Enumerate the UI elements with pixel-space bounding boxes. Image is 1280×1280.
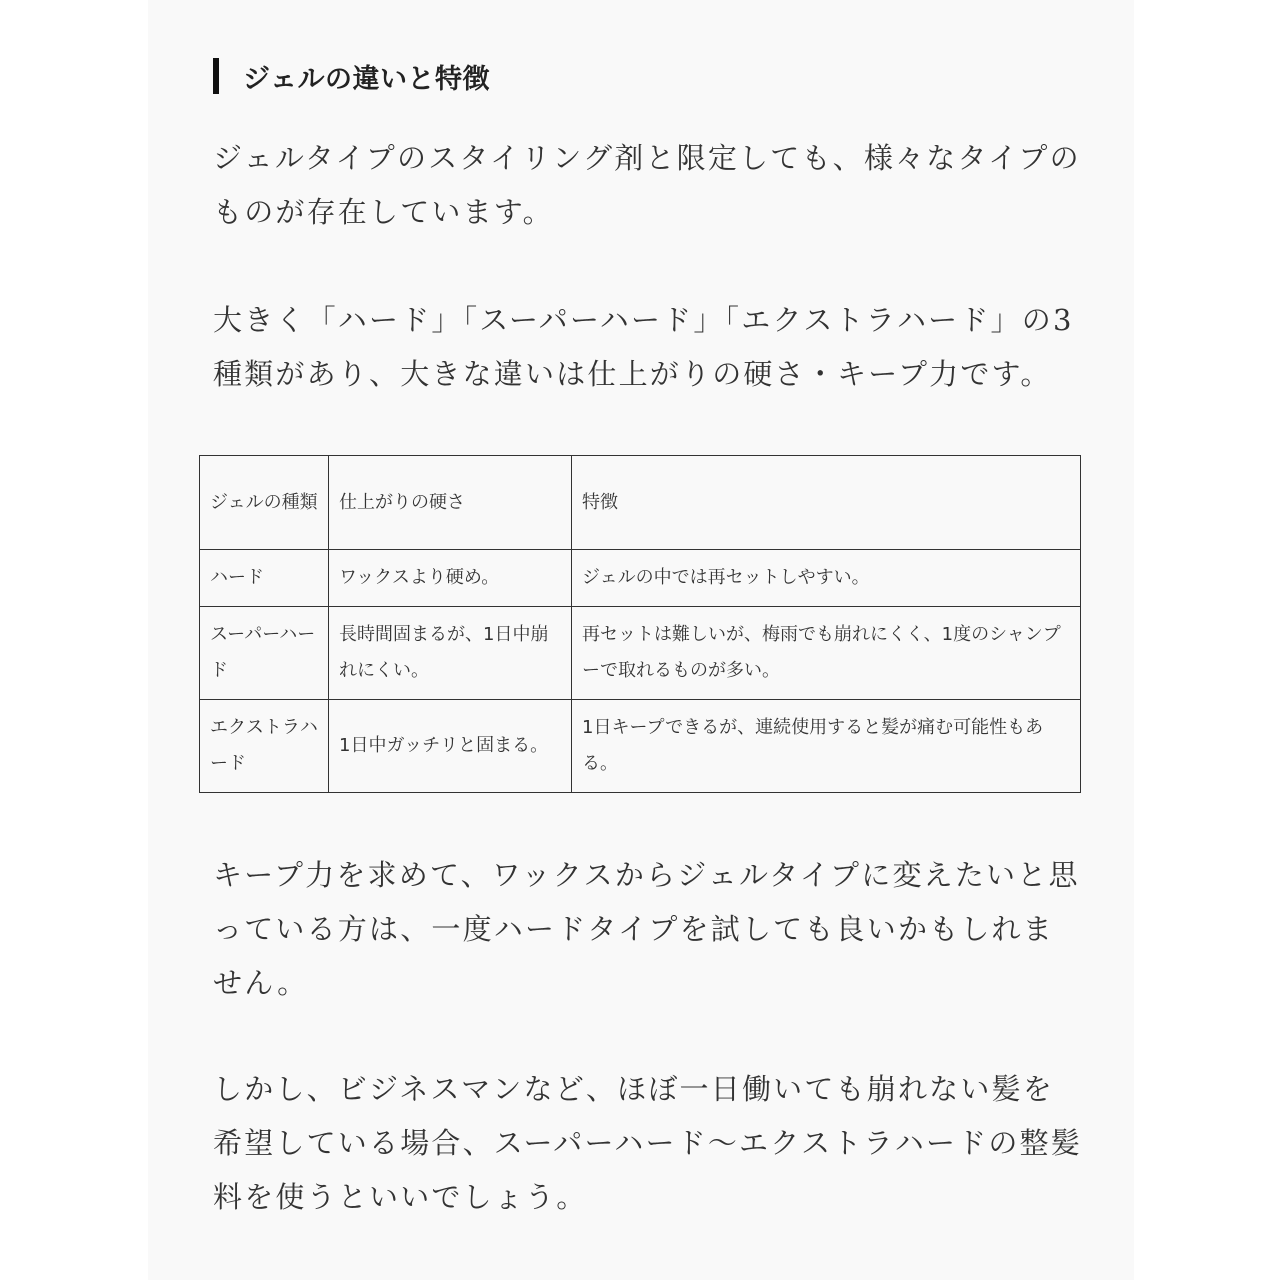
- table-header-cell: 特徴: [572, 456, 1081, 550]
- paragraph-advice: キープ力を求めて、ワックスからジェルタイプに変えたいと思っている方は、一度ハードタイプを試しても良いかもしれません。: [213, 858, 1080, 1000]
- heading-accent-bar: [213, 58, 219, 94]
- table-cell-type: スーパーハード: [200, 607, 329, 700]
- section-heading: [213, 58, 490, 94]
- table-cell-feature: 再セットは難しいが、梅雨でも崩れにくく、1度のシャンプーで取れるものが多い。: [572, 607, 1081, 700]
- table-header-cell: ジェルの種類: [200, 456, 329, 550]
- table-row: [200, 700, 1081, 793]
- table-cell-hardness: 長時間固まるが、1日中崩れにくい。: [329, 607, 572, 700]
- table-cell-hardness: 1日中ガッチリと固まる。: [329, 700, 572, 793]
- section-heading-text: ジェルの違いと特徴: [243, 63, 490, 95]
- table-row: [200, 550, 1081, 607]
- gel-comparison-table: [199, 455, 1081, 793]
- paragraph-intro: ジェルタイプのスタイリング剤と限定しても、様々なタイプのものが存在しています。: [213, 141, 1081, 229]
- table-cell-type: エクストラハード: [200, 700, 329, 793]
- table-cell-type: ハード: [200, 550, 329, 607]
- table-header-row: [200, 456, 1081, 550]
- table-cell-feature: 1日キープできるが、連続使用すると髪が痛む可能性もある。: [572, 700, 1081, 793]
- table-cell-hardness: ワックスより硬め。: [329, 550, 572, 607]
- article-page: [148, 0, 1134, 1280]
- table-cell-feature: ジェルの中では再セットしやすい。: [572, 550, 1081, 607]
- table-header-cell: 仕上がりの硬さ: [329, 456, 572, 550]
- table-row: [200, 607, 1081, 700]
- paragraph-types: 大きく「ハード」「スーパーハード」「エクストラハード」の3種類があり、大きな違いは仕上がりの硬さ・キープ力です。: [213, 303, 1074, 391]
- paragraph-business: しかし、ビジネスマンなど、ほぼ一日働いても崩れない髪を希望している場合、スーパーハード～エクストラハードの整髪料を使うといいでしょう。: [213, 1072, 1082, 1214]
